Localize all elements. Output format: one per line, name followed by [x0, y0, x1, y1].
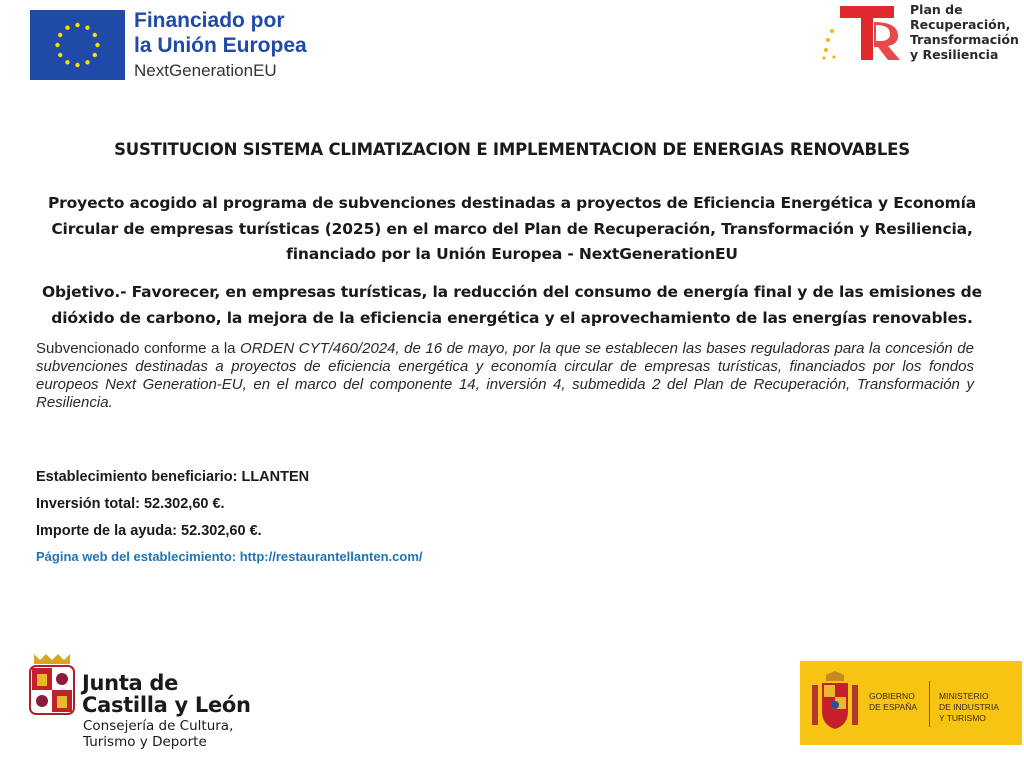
eu-logo-line-2: la Unión Europea	[134, 34, 307, 57]
ministerio-line-3: Y TURISMO	[939, 713, 986, 723]
investment-line: Inversión total: 52.302,60 €.	[36, 496, 225, 512]
gobierno-line-2: DE ESPAÑA	[869, 702, 918, 712]
beneficiary-line: Establecimiento beneficiario: LLANTEN	[36, 469, 310, 485]
jcyl-line-1: Junta de	[82, 671, 179, 695]
program-statement: Proyecto acogido al programa de subvenciones destinadas a proyectos de Eficiencia Energética y Economía Circular de empresas turísticas (2025) en el marco del Plan de Recuperación, Transformación y Resiliencia, financiado por la Unión Europea - NextGenerationEU	[47, 194, 977, 263]
document-title: SUSTITUCION SISTEMA CLIMATIZACION E IMPLEMENTACION DE ENERGIAS RENOVABLES	[114, 140, 910, 159]
jcyl-line-3: Consejería de Cultura,	[83, 718, 234, 734]
prtr-line-1: Plan de	[910, 2, 963, 17]
spain-coat-of-arms-icon	[808, 671, 862, 735]
website-label: Página web del establecimiento:	[36, 549, 240, 564]
junta-castilla-leon-logo	[26, 652, 286, 752]
ministerio-line-1: MINISTERIO	[939, 691, 989, 701]
eu-logo-line-3: NextGenerationEU	[134, 61, 277, 80]
prtr-line-3: Transformación	[910, 32, 1019, 47]
gobierno-divider	[929, 681, 930, 727]
legal-prefix: Subvencionado conforme a la	[36, 340, 241, 357]
ministerio-line-2: DE INDUSTRIA	[939, 702, 999, 712]
prtr-line-4: y Resiliencia	[910, 47, 999, 62]
recovery-plan-logo	[818, 0, 1022, 64]
gobierno-ministerio-logo	[800, 661, 1022, 745]
jcyl-line-4: Turismo y Deporte	[83, 734, 207, 750]
aid-amount-line: Importe de la ayuda: 52.302,60 €.	[36, 523, 262, 539]
website-link[interactable]: http://restaurantellanten.com/	[239, 549, 423, 564]
prtr-emblem-icon	[818, 0, 904, 64]
objective-statement: Objetivo.- Favorecer, en empresas turísticas, la reducción del consumo de energía final y de las emisiones de dióxido de carbono, la mejora de la eficiencia energética y el aprovechamiento de las energías renovables.	[42, 283, 982, 327]
website-line	[36, 549, 422, 564]
castilla-leon-coat-of-arms-icon	[26, 652, 78, 718]
eu-logo-line-1: Financiado por	[134, 9, 285, 32]
jcyl-line-2: Castilla y León	[82, 693, 251, 717]
gobierno-line-1: GOBIERNO	[869, 691, 915, 701]
legal-order-reference: ORDEN CYT/460/2024, de 16 de mayo, por la que se establecen las bases reguladoras para la concesión de subvenciones destinadas a proyectos de eficiencia energética y economía circular de empresas turísticas, financiados por los fondos europeos Next Generation-EU, en el marco del componente 14, inversión 4, submedida 2 del Plan de Recuperación, Transformación y Resiliencia.	[36, 340, 974, 411]
prtr-line-2: Recuperación,	[910, 17, 1011, 32]
eu-flag-icon	[30, 10, 125, 80]
eu-funding-logo	[30, 8, 320, 84]
legal-basis-paragraph	[36, 340, 974, 412]
